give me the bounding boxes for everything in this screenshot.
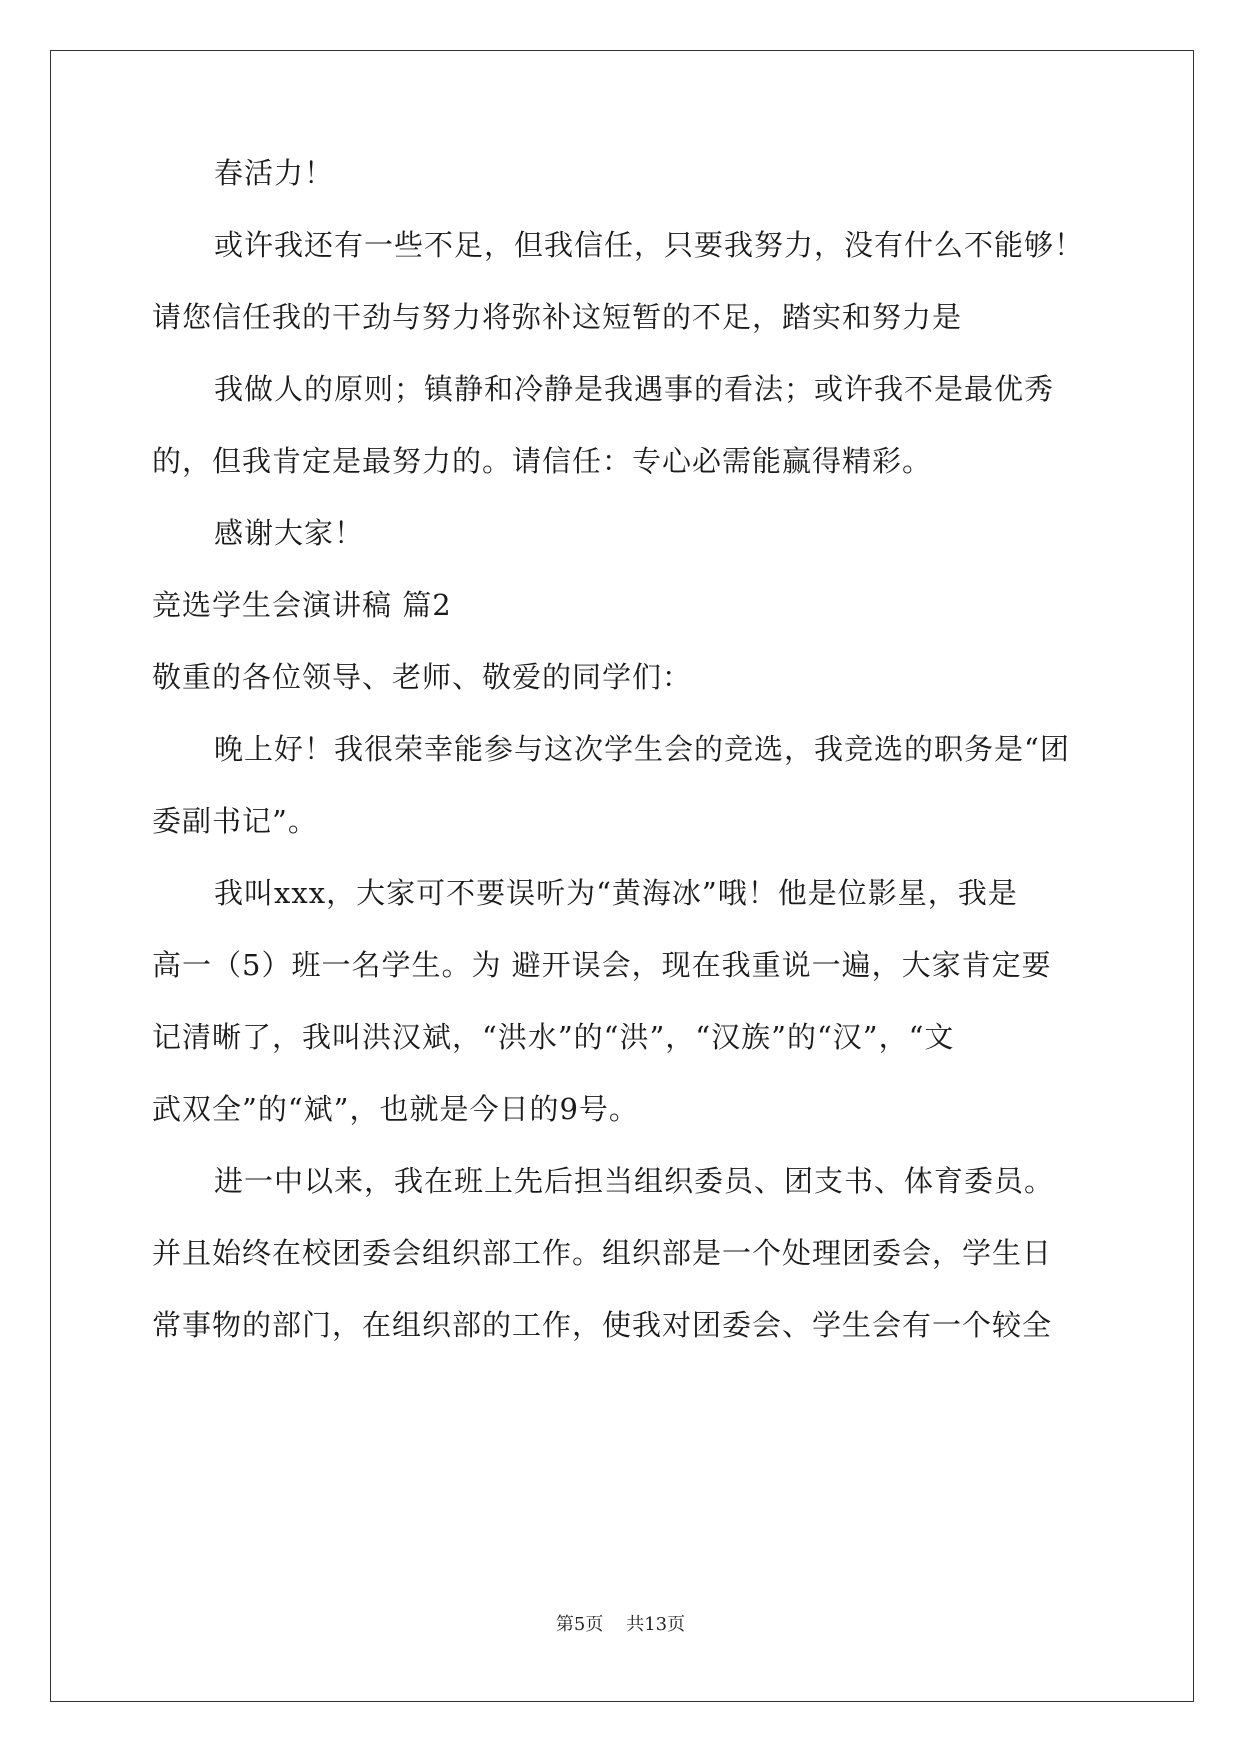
paragraph-line: 感谢大家！ <box>214 516 365 550</box>
paragraph-line: 或许我还有一些不足，但我信任，只要我努力，没有什么不能够！ <box>214 228 1085 262</box>
paragraph-line: 我做人的原则；镇静和冷静是我遇事的看法；或许我不是最优秀 <box>214 372 1055 406</box>
paragraph-line: 委副书记”。 <box>152 804 318 838</box>
paragraph-line: 我叫xxx，大家可不要误听为“黄海冰”哦！他是位影星，我是 <box>214 876 1018 910</box>
paragraph-line: 春活力！ <box>214 156 335 190</box>
paragraph-line: 的，但我肯定是最努力的。请信任：专心必需能赢得精彩。 <box>152 444 933 478</box>
paragraph-line: 请您信任我的干劲与努力将弥补这短暂的不足，踏实和努力是 <box>152 300 963 334</box>
paragraph-line: 武双全”的“斌”，也就是今日的9号。 <box>152 1092 639 1126</box>
paragraph-line: 并且始终在校团委会组织部工作。组织部是一个处理团委会，学生日 <box>152 1236 1053 1270</box>
paragraph-line: 进一中以来，我在班上先后担当组织委员、团支书、体育委员。 <box>214 1164 1055 1198</box>
page-number-footer: 第5页 共13页 <box>555 1614 686 1635</box>
section-heading: 竞选学生会演讲稿 篇2 <box>152 588 452 622</box>
paragraph-line: 晚上好！我很荣幸能参与这次学生会的竞选，我竞选的职务是“团 <box>214 732 1070 766</box>
paragraph-line: 常事物的部门，在组织部的工作，使我对团委会、学生会有一个较全 <box>152 1308 1053 1342</box>
salutation-line: 敬重的各位领导、老师、敬爱的同学们： <box>152 660 693 694</box>
paragraph-line: 高一（5）班一名学生。为 避开误会，现在我重说一遍，大家肯定要 <box>152 948 1052 982</box>
paragraph-line: 记清晰了，我叫洪汉斌，“洪水”的“洪”，“汉族”的“汉”，“文 <box>152 1020 955 1054</box>
